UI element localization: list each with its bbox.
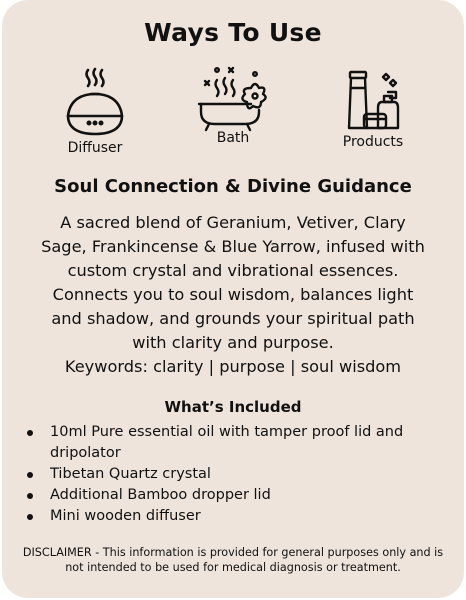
diffuser-icon [60, 66, 130, 138]
included-list [16, 422, 450, 527]
list-item: 10ml Pure essential oil with tamper proof lid and dripolator [16, 422, 450, 464]
included-heading: What’s Included [164, 398, 302, 416]
use-products [308, 66, 438, 150]
blend-description [22, 211, 444, 379]
description-line: Sage, Frankincense & Blue Yarrow, infused with [41, 237, 425, 256]
list-item: Mini wooden diffuser [16, 506, 450, 527]
info-card [2, 0, 464, 598]
use-bath [168, 66, 298, 146]
description-line: Connects you to soul wisdom, balances light [52, 285, 414, 304]
use-label-diffuser: Diffuser [67, 140, 123, 156]
blend-title: Soul Connection & Divine Guidance [54, 176, 412, 197]
list-item: Additional Bamboo dropper lid [16, 485, 450, 506]
page-title: Ways To Use [144, 18, 322, 47]
beauty-products-icon [338, 66, 408, 134]
description-line: and shadow, and grounds your spiritual path [51, 309, 415, 328]
keywords-line: Keywords: clarity | purpose | soul wisdom [64, 357, 402, 376]
description-line: custom crystal and vibrational essences. [67, 261, 399, 280]
use-label-products: Products [342, 134, 404, 150]
use-label-bath: Bath [216, 130, 250, 146]
use-diffuser [30, 66, 160, 156]
description-line: with clarity and purpose. [132, 333, 334, 352]
bathtub-icon [193, 66, 273, 132]
description-line: A sacred blend of Geranium, Vetiver, Clary [60, 213, 406, 232]
list-item: Tibetan Quartz crystal [16, 464, 450, 485]
disclaimer-text: DISCLAIMER - This information is provided for general purposes only and is not intended to be used for medical diagnosis or treatment. [22, 546, 444, 574]
